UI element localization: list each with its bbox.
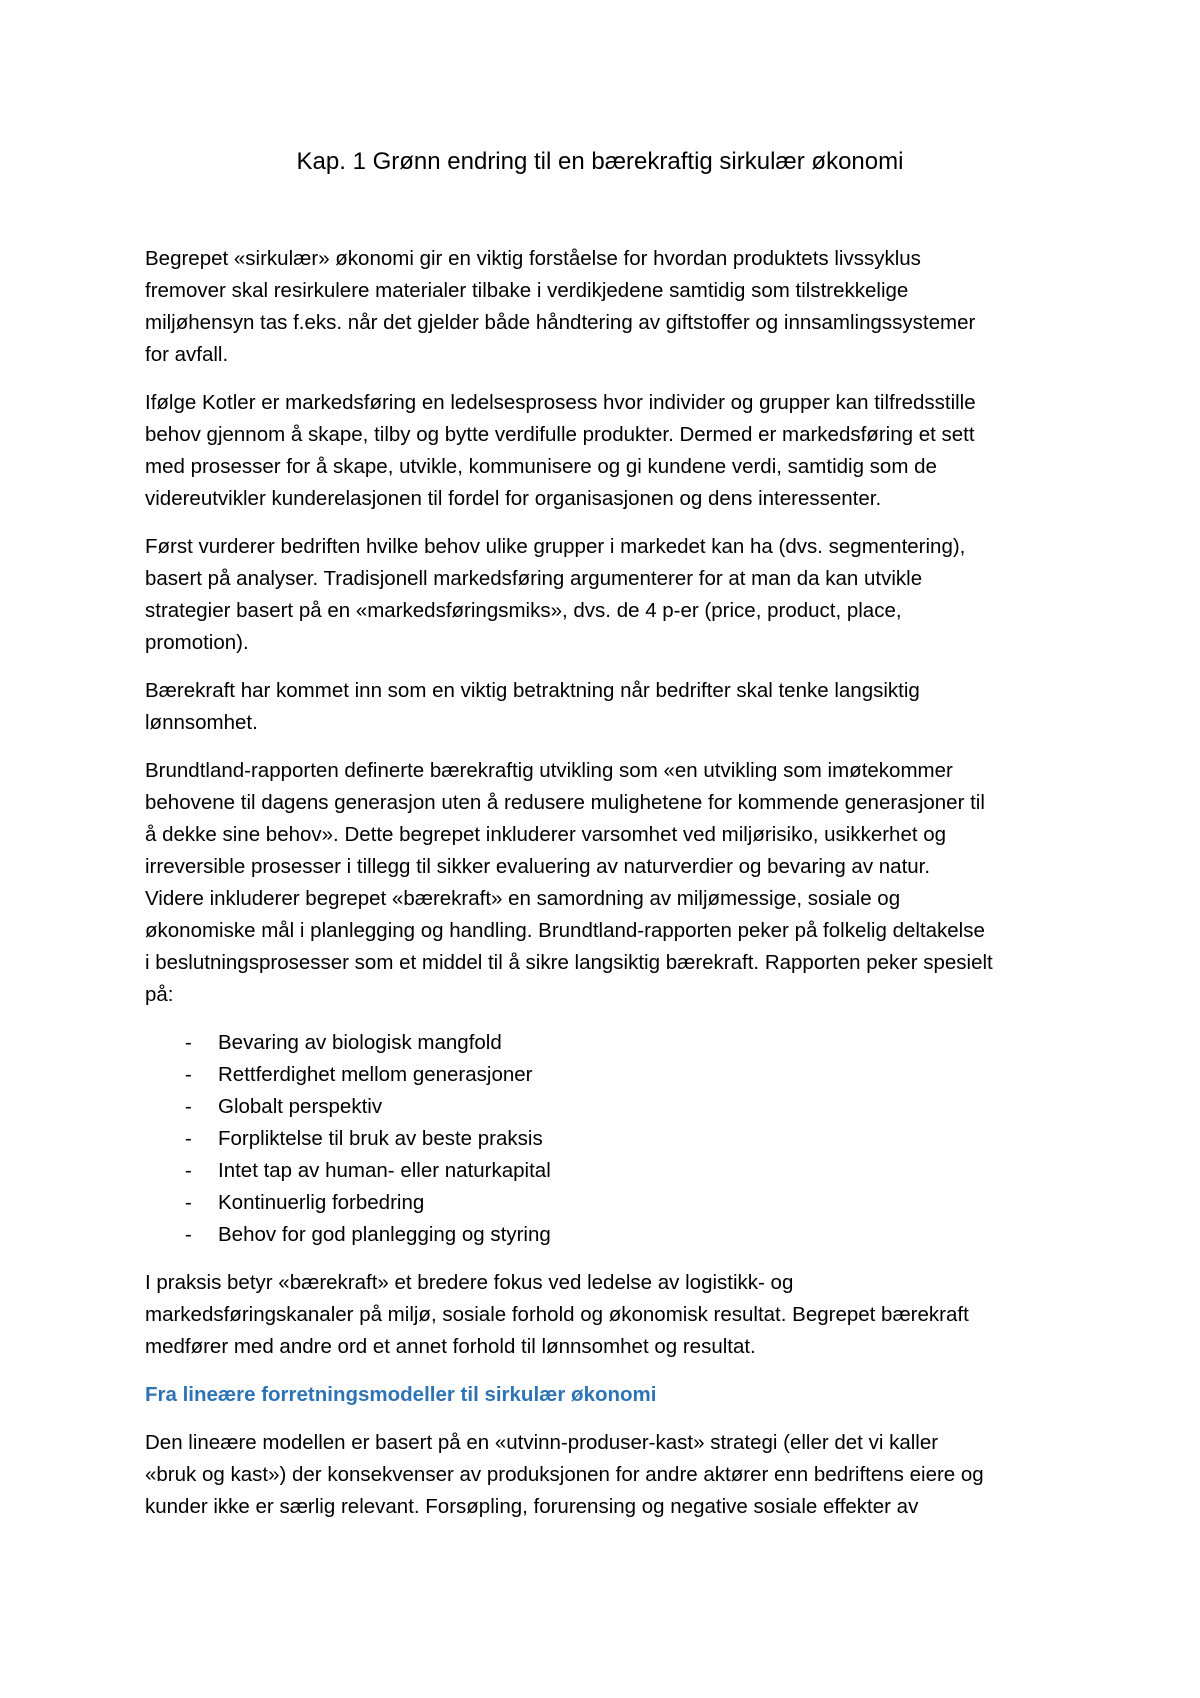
text-line: Først vurderer bedriften hvilke behov ulike grupper i markedet kan ha (dvs. segmentering), xyxy=(145,535,966,558)
text-line: I praksis betyr «bærekraft» et bredere fokus ved ledelse av logistikk- og xyxy=(145,1271,794,1294)
list-item xyxy=(185,1155,1065,1187)
paragraph-segmentering xyxy=(145,531,1065,659)
list-item-text: Intet tap av human- eller naturkapital xyxy=(218,1159,551,1182)
text-line: å dekke sine behov». Dette begrepet inkluderer varsomhet ved miljørisiko, usikkerhet og xyxy=(145,823,947,846)
text-line: medfører med andre ord et annet forhold til lønnsomhet og resultat. xyxy=(145,1335,756,1358)
text-line: Den lineære modellen er basert på en «utvinn-produser-kast» strategi (eller det vi kaller xyxy=(145,1431,939,1454)
text-line: strategier basert på en «markedsføringsmiks», dvs. de 4 p-er (price, product, place, xyxy=(145,599,902,622)
list-item-text: Forpliktelse til bruk av beste praksis xyxy=(218,1127,543,1150)
text-line: miljøhensyn tas f.eks. når det gjelder både håndtering av giftstoffer og innsamlingssystemer xyxy=(145,311,976,334)
brundtland-list xyxy=(145,1027,1065,1251)
list-item-text: Bevaring av biologisk mangfold xyxy=(218,1031,502,1054)
dash-bullet: - xyxy=(185,1063,192,1086)
text-line: på: xyxy=(145,983,174,1006)
text-line: markedsføringskanaler på miljø, sosiale forhold og økonomisk resultat. Begrepet bærekraft xyxy=(145,1303,969,1326)
list-item xyxy=(185,1219,1065,1251)
text-line: lønnsomhet. xyxy=(145,711,258,734)
paragraph-praksis xyxy=(145,1267,1065,1363)
text-line: Brundtland-rapporten definerte bærekraftig utvikling som «en utvikling som imøtekommer xyxy=(145,759,953,782)
list-item xyxy=(185,1091,1065,1123)
text-line: behovene til dagens generasjon uten å redusere mulighetene for kommende generasjoner til xyxy=(145,791,985,814)
text-line: promotion). xyxy=(145,631,249,654)
dash-bullet: - xyxy=(185,1031,192,1054)
paragraph-lineaer-modell xyxy=(145,1427,1065,1523)
text-line: fremover skal resirkulere materialer tilbake i verdikjedene samtidig som tilstrekkelige xyxy=(145,279,909,302)
dash-bullet: - xyxy=(185,1095,192,1118)
page-title: Kap. 1 Grønn endring til en bærekraftig sirkulær økonomi xyxy=(296,148,904,175)
text-line: for avfall. xyxy=(145,343,229,366)
text-line: Begrepet «sirkulær» økonomi gir en viktig forståelse for hvordan produktets livssyklus xyxy=(145,247,921,270)
text-line: Bærekraft har kommet inn som en viktig betraktning når bedrifter skal tenke langsiktig xyxy=(145,679,920,702)
text-line: kunder ikke er særlig relevant. Forsøpling, forurensing og negative sosiale effekter av xyxy=(145,1495,919,1518)
paragraph-baerekraft xyxy=(145,675,1065,739)
text-line: økonomiske mål i planlegging og handling. Brundtland-rapporten peker på folkelig deltakelse xyxy=(145,919,985,942)
list-item-text: Behov for god planlegging og styring xyxy=(218,1223,551,1246)
text-line: videreutvikler kunderelasjonen til fordel for organisasjonen og dens interessenter. xyxy=(145,487,882,510)
text-line: i beslutningsprosesser som et middel til å sikre langsiktig bærekraft. Rapporten peker spesielt xyxy=(145,951,993,974)
text-line: «bruk og kast») der konsekvenser av produksjonen for andre aktører enn bedriftens eiere og xyxy=(145,1463,984,1486)
list-item xyxy=(185,1187,1065,1219)
text-line: basert på analyser. Tradisjonell markedsføring argumenterer for at man da kan utvikle xyxy=(145,567,923,590)
list-item xyxy=(185,1123,1065,1155)
dash-bullet: - xyxy=(185,1127,192,1150)
dash-bullet: - xyxy=(185,1191,192,1214)
list-item-text: Globalt perspektiv xyxy=(218,1095,383,1118)
text-line: behov gjennom å skape, tilby og bytte verdifulle produkter. Dermed er markedsføring et sett xyxy=(145,423,975,446)
text-line: Ifølge Kotler er markedsføring en ledelsesprosess hvor individer og grupper kan tilfredsstille xyxy=(145,391,976,414)
text-line: irreversible prosesser i tillegg til sikker evaluering av naturverdier og bevaring av natur. xyxy=(145,855,931,878)
list-item-text: Kontinuerlig forbedring xyxy=(218,1191,425,1214)
paragraph-kotler xyxy=(145,387,1065,515)
section-heading: Fra lineære forretningsmodeller til sirkulær økonomi xyxy=(145,1383,657,1406)
text-line: Videre inkluderer begrepet «bærekraft» en samordning av miljømessige, sosiale og xyxy=(145,887,901,910)
list-item-text: Rettferdighet mellom generasjoner xyxy=(218,1063,533,1086)
dash-bullet: - xyxy=(185,1223,192,1246)
text-line: med prosesser for å skape, utvikle, kommunisere og gi kundene verdi, samtidig som de xyxy=(145,455,937,478)
paragraph-brundtland xyxy=(145,755,1065,1011)
list-item xyxy=(185,1027,1065,1059)
paragraph-sirkulaer xyxy=(145,243,1065,371)
list-item xyxy=(185,1059,1065,1091)
document-body xyxy=(145,243,1065,1539)
dash-bullet: - xyxy=(185,1159,192,1182)
